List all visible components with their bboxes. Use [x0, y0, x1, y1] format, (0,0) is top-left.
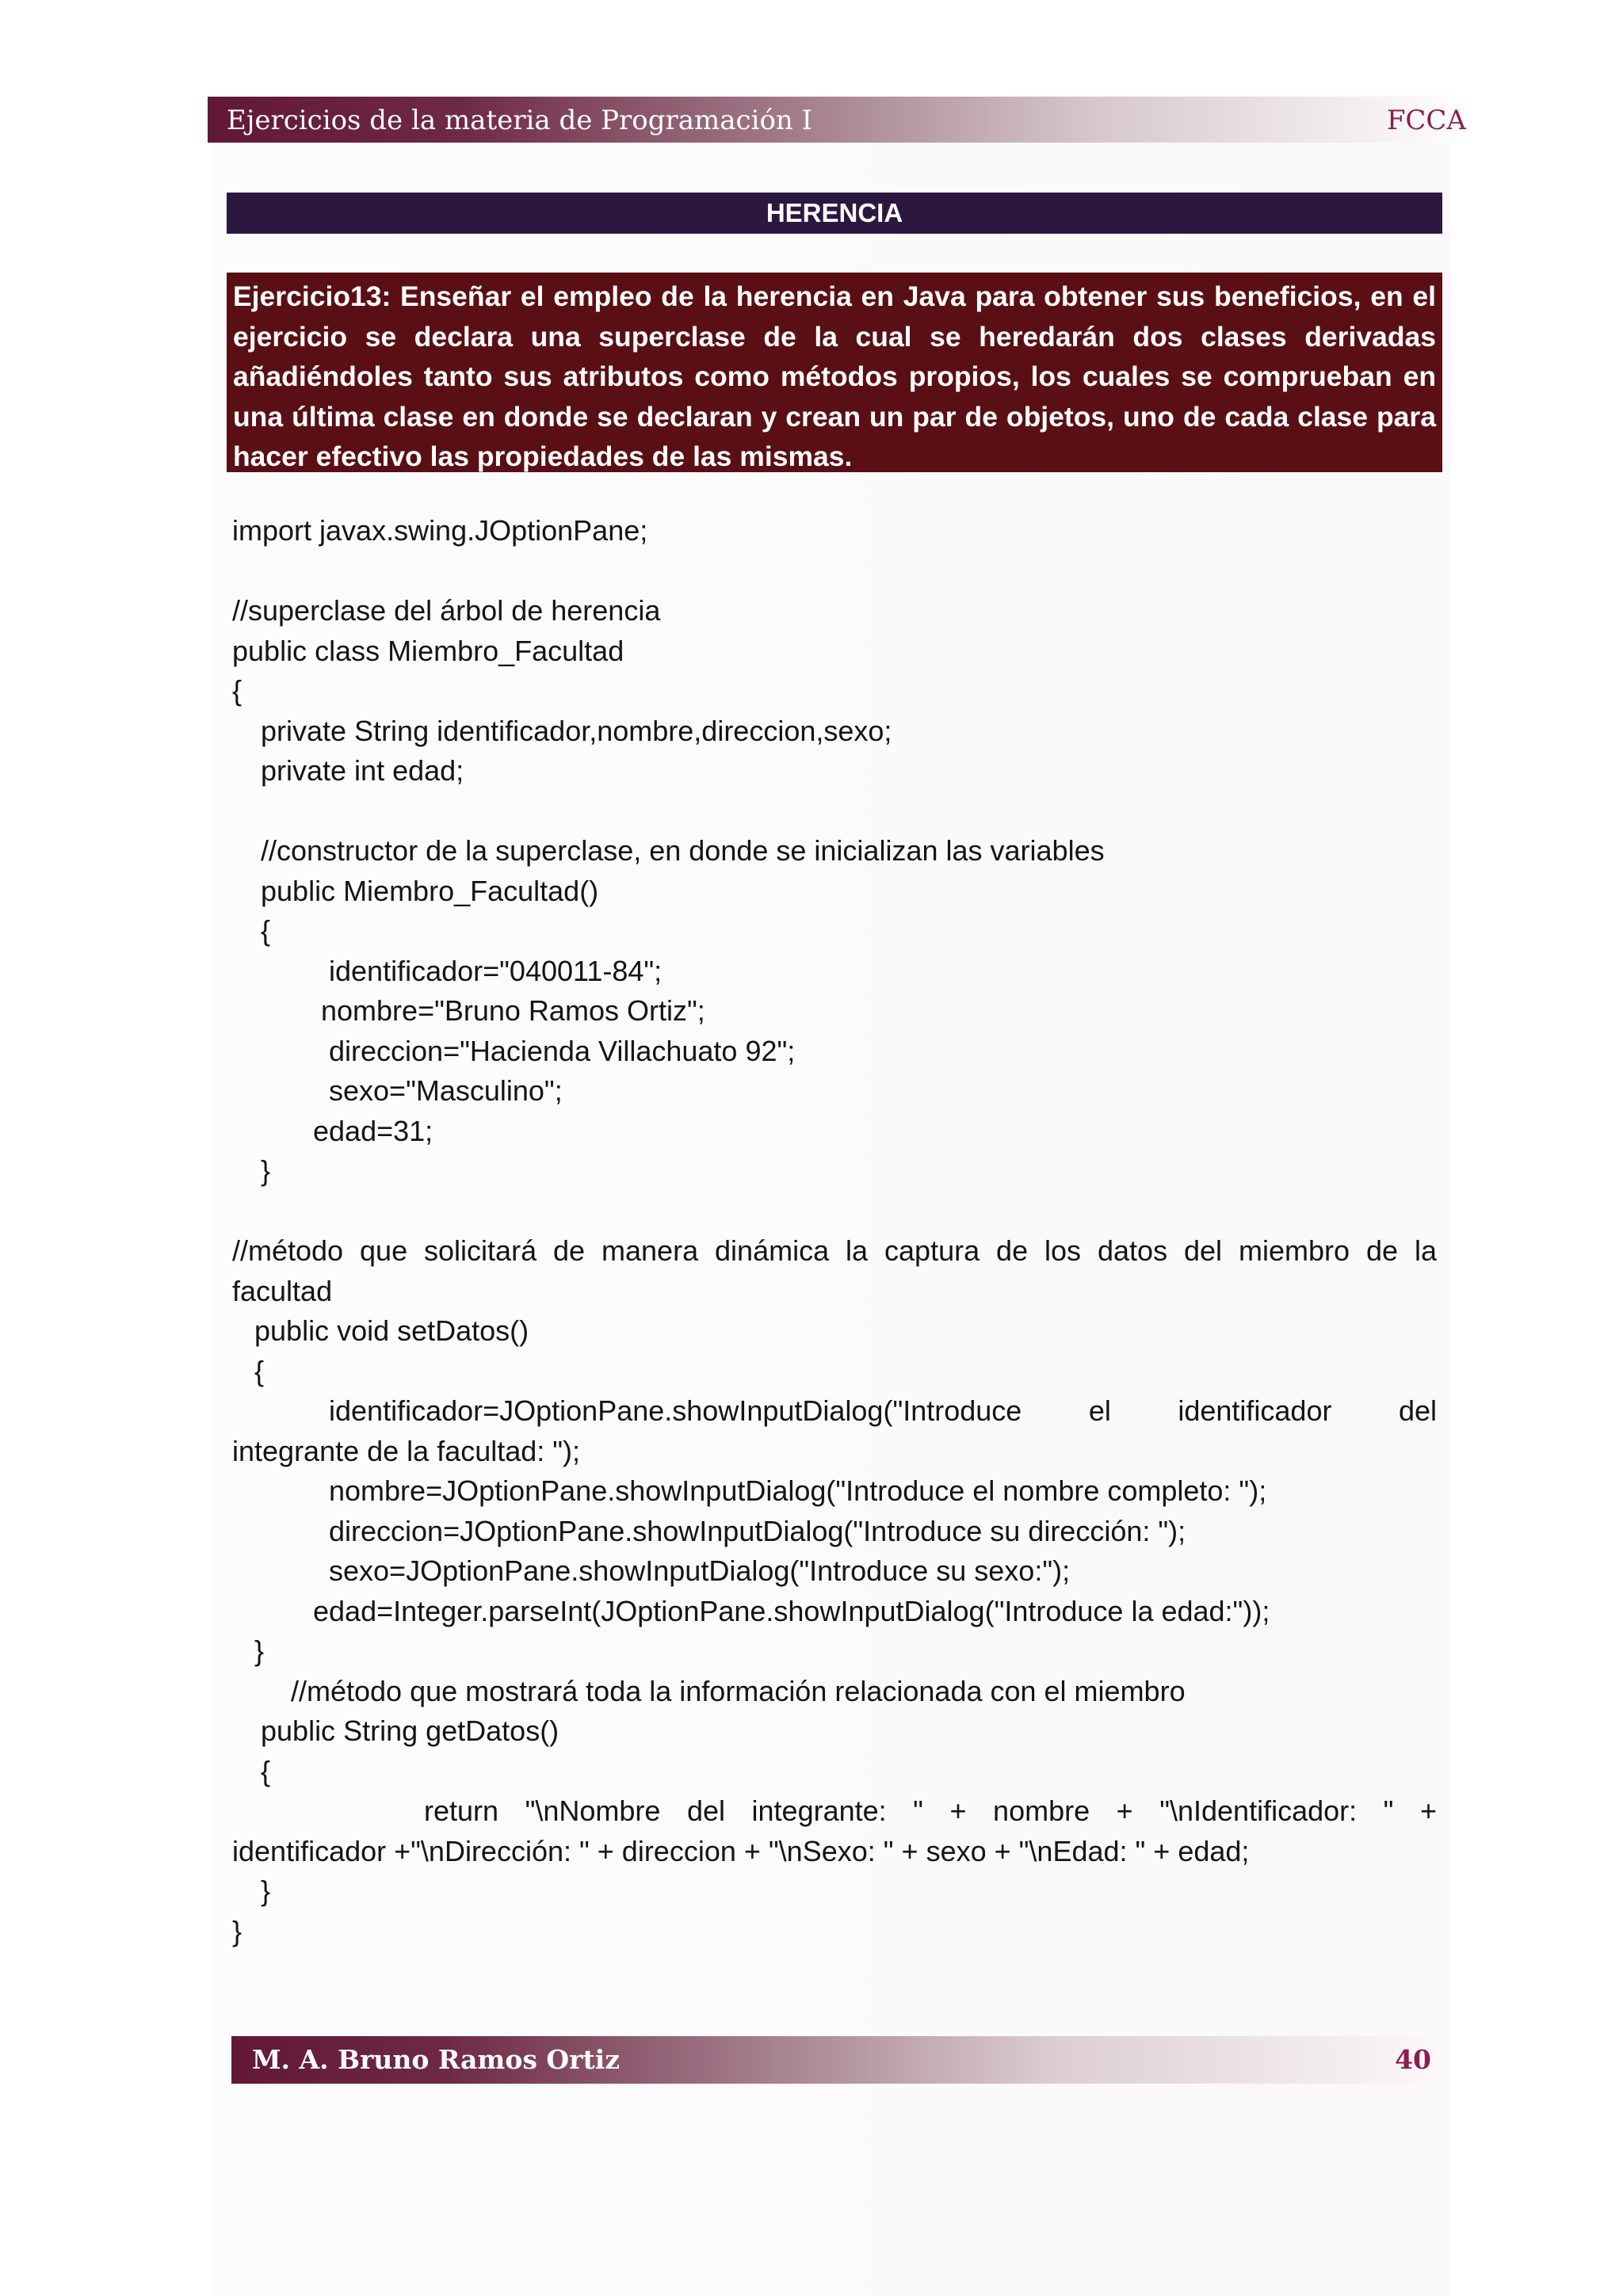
code-line: nombre="Bruno Ramos Ortiz"; [321, 994, 705, 1027]
code-line [232, 791, 1437, 832]
code-line: identificador=JOptionPane.showInputDialog("Introduce el identificador del [329, 1394, 1437, 1427]
code-line: public void setDatos() [254, 1314, 529, 1347]
code-line: } [261, 1154, 271, 1187]
code-line: //método que solicitará de manera dinámica la captura de los datos del miembro de la [232, 1234, 1437, 1267]
code-line: public Miembro_Facultad() [261, 874, 599, 907]
code-line: } [232, 1914, 242, 1947]
code-line: integrante de la facultad: "); [232, 1434, 581, 1467]
running-header [208, 97, 1471, 143]
code-line: return "\nNombre del integrante: " + nombre + "\nIdentificador: " + [424, 1794, 1437, 1827]
footer-author: M. A. Bruno Ramos Ortiz [252, 2044, 621, 2075]
code-line: import javax.swing.JOptionPane; [232, 514, 648, 547]
code-line [232, 551, 1437, 592]
code-line: { [232, 674, 242, 707]
code-line: direccion="Hacienda Villachuato 92"; [329, 1034, 796, 1067]
code-line: nombre=JOptionPane.showInputDialog("Introduce el nombre completo: "); [329, 1474, 1267, 1507]
header-title: Ejercicios de la materia de Programación I [227, 105, 813, 136]
code-line: public String getDatos() [261, 1714, 559, 1747]
code-listing [232, 511, 1437, 1951]
section-heading-bar [227, 193, 1442, 234]
code-line [232, 1192, 1437, 1232]
code-line: direccion=JOptionPane.showInputDialog("Introduce su dirección: "); [329, 1514, 1186, 1547]
section-title: HERENCIA [766, 198, 903, 227]
code-line: identificador="040011-84"; [329, 954, 663, 987]
code-line: } [261, 1875, 271, 1907]
code-line: { [261, 1754, 271, 1787]
code-line: } [254, 1634, 265, 1667]
code-line: private int edad; [261, 754, 464, 787]
code-line: facultad [232, 1274, 333, 1307]
code-line: { [254, 1354, 265, 1387]
exercise-description: Ejercicio13: Enseñar el empleo de la herencia en Java para obtener sus beneficios, en el ejercicio se declara una superclase de la cual se heredarán dos clases derivadas añadiéndoles tanto sus atributos como métodos propios, los cuales se comprueban en una última clase en donde se declaran y crean un par de objetos, uno de cada clase para hacer efectivo las propiedades de las mismas. [233, 280, 1436, 472]
code-line: sexo=JOptionPane.showInputDialog("Introduce su sexo:"); [329, 1554, 1071, 1587]
running-footer [231, 2036, 1439, 2084]
code-line: edad=Integer.parseInt(JOptionPane.showInputDialog("Introduce la edad:")); [313, 1594, 1270, 1627]
page-number: 40 [1395, 2044, 1431, 2075]
header-org: FCCA [1386, 105, 1466, 136]
code-line: //método que mostrará toda la información relacionada con el miembro [291, 1674, 1186, 1707]
code-line: private String identificador,nombre,direccion,sexo; [261, 714, 892, 747]
exercise-description-box [227, 273, 1442, 472]
code-line: sexo="Masculino"; [329, 1074, 563, 1107]
code-line: edad=31; [313, 1114, 433, 1147]
code-line: //constructor de la superclase, en donde se inicializan las variables [261, 834, 1105, 867]
code-line: //superclase del árbol de herencia [232, 594, 661, 627]
code-line: { [261, 914, 271, 947]
code-line: identificador +"\nDirección: " + direccion + "\nSexo: " + sexo + "\nEdad: " + edad; [232, 1834, 1250, 1867]
code-line: public class Miembro_Facultad [232, 634, 624, 667]
